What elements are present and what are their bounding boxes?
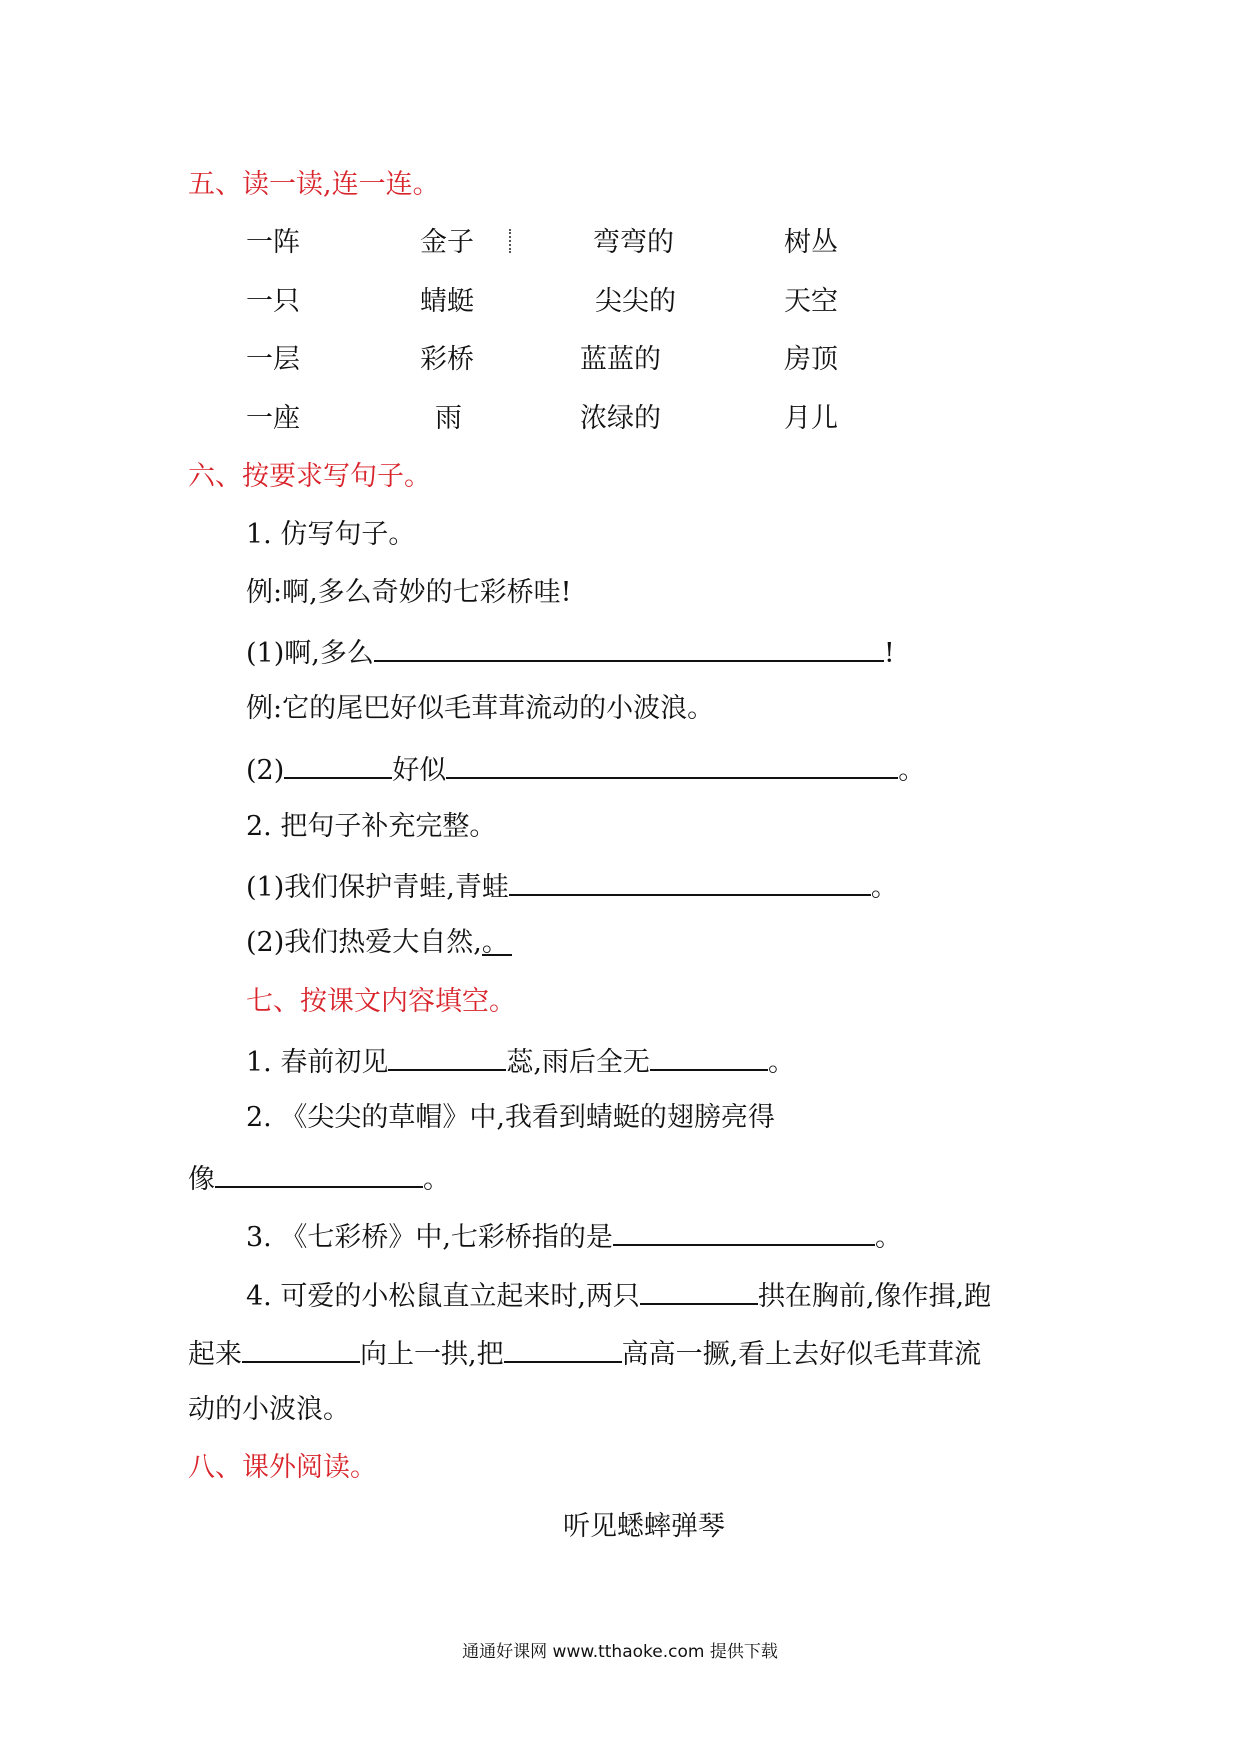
fill-line (188, 1335, 981, 1372)
match-col1-item: 一阵 (246, 227, 300, 258)
fill-text: 2. 《尖尖的草帽》中,我看到蜻蜓的翅膀亮得 (246, 1102, 775, 1133)
fill-blank[interactable] (640, 1277, 758, 1305)
section-5-title: 五、读一读,连一连。 (188, 169, 440, 200)
answer-blank[interactable] (482, 926, 512, 956)
fill-line (246, 1043, 795, 1080)
match-col2-item: 金子 (420, 227, 474, 258)
fill-middle: 蕊,雨后全无 (506, 1047, 650, 1078)
dotted-mark (509, 229, 513, 253)
match-col1-item: 一座 (246, 403, 300, 434)
fill-line (246, 1218, 902, 1255)
answer-blank[interactable] (374, 634, 884, 662)
match-col2-item: 蜻蜓 (420, 286, 474, 317)
answer-blank[interactable] (446, 751, 898, 779)
match-col3-item: 浓绿的 (580, 403, 661, 434)
section-8-title: 八、课外阅读。 (188, 1452, 377, 1483)
match-col1-item: 一只 (246, 286, 300, 317)
answer-prefix: (1)我们保护青蛙,青蛙 (246, 872, 509, 903)
fill-line (188, 1160, 450, 1197)
fill-prefix: 4. 可爱的小松鼠直立起来时,两只 (246, 1281, 640, 1312)
answer-suffix: 。 (898, 755, 926, 786)
match-col4-item: 月儿 (784, 403, 838, 434)
answer-suffix: 。 (870, 872, 898, 903)
answer-prefix: (1)啊,多么 (246, 638, 374, 669)
match-col3-item: 尖尖的 (595, 286, 676, 317)
fill-suffix: 。 (874, 1222, 902, 1253)
fill-blank[interactable] (650, 1043, 768, 1071)
question-label: 1. 仿写句子。 (246, 519, 416, 550)
answer-line (246, 751, 925, 788)
fill-suffix: 。 (423, 1164, 450, 1195)
fill-prefix: 1. 春前初见 (246, 1047, 389, 1078)
fill-middle: 拱在胸前,像作揖,跑 (757, 1281, 992, 1312)
match-col3-item: 弯弯的 (593, 227, 674, 258)
answer-middle: 好似 (392, 755, 447, 786)
answer-prefix: (2) (246, 755, 285, 786)
fill-blank[interactable] (613, 1218, 875, 1246)
example-sentence: 例:啊,多么奇妙的七彩桥哇! (246, 577, 572, 608)
answer-suffix: ! (883, 638, 895, 669)
fill-prefix: 起来 (188, 1339, 242, 1370)
fill-blank[interactable] (242, 1335, 360, 1363)
fill-middle: 向上一拱,把 (360, 1339, 504, 1370)
answer-suffix: 。 (481, 927, 509, 958)
question-label: 2. 把句子补充完整。 (246, 811, 497, 842)
example-sentence: 例:它的尾巴好似毛茸茸流动的小波浪。 (246, 693, 715, 724)
fill-prefix: 3. 《七彩桥》中,七彩桥指的是 (246, 1222, 613, 1253)
answer-blank[interactable] (509, 868, 871, 896)
footer-credit: 通通好课网 www.tthaoke.com 提供下载 (462, 1642, 778, 1662)
fill-suffix: 。 (767, 1047, 795, 1078)
fill-blank[interactable] (388, 1043, 506, 1071)
answer-line (246, 634, 895, 671)
match-col4-item: 树丛 (784, 227, 838, 258)
fill-prefix: 像 (188, 1164, 215, 1195)
fill-suffix: 高高一撅,看上去好似毛茸茸流 (621, 1339, 982, 1370)
fill-text: 动的小波浪。 (188, 1394, 350, 1425)
match-col3-item: 蓝蓝的 (580, 344, 661, 375)
section-7-title: 七、按课文内容填空。 (246, 986, 516, 1017)
answer-blank[interactable] (284, 751, 392, 779)
fill-line (246, 1277, 991, 1314)
fill-blank[interactable] (504, 1335, 622, 1363)
section-6-title: 六、按要求写句子。 (188, 461, 431, 492)
answer-line (246, 868, 898, 905)
match-col2-item: 雨 (435, 403, 462, 434)
match-col2-item: 彩桥 (420, 344, 474, 375)
match-col4-item: 房顶 (784, 344, 838, 375)
match-col4-item: 天空 (784, 286, 838, 317)
answer-line (246, 926, 512, 960)
match-col1-item: 一层 (246, 344, 300, 375)
answer-prefix: (2)我们热爱大自然, (246, 927, 482, 958)
fill-blank[interactable] (215, 1160, 423, 1188)
story-title: 听见蟋蟀弹琴 (563, 1511, 725, 1542)
